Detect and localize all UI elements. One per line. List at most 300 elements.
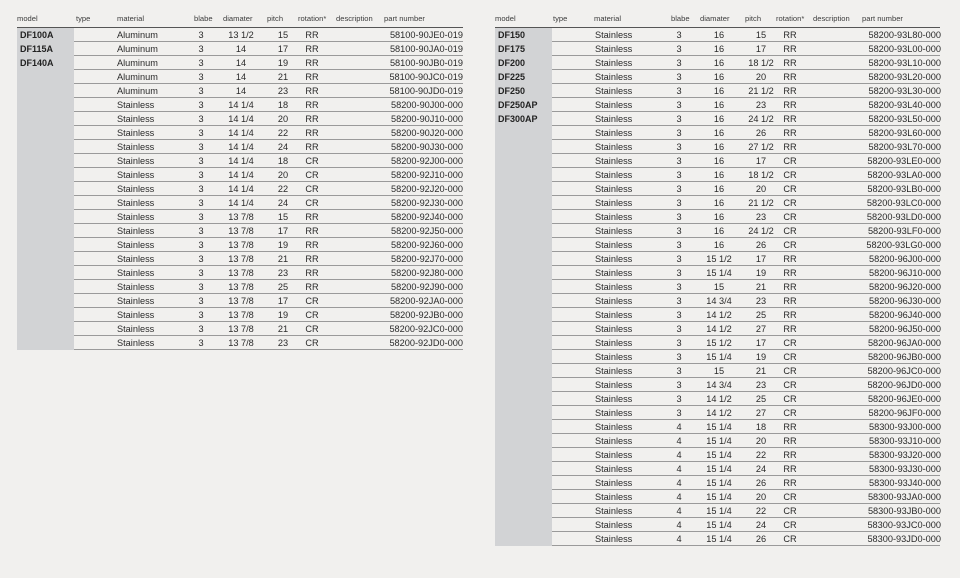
- cell-part-number: 58200-93L70-000: [868, 142, 941, 152]
- cell-material: Stainless: [595, 282, 633, 292]
- table-row: [74, 224, 463, 238]
- cell-diameter: 15 1/4: [706, 436, 732, 446]
- cell-part-number: 58200-96J10-000: [868, 268, 941, 278]
- cell-blades: 3: [676, 310, 682, 320]
- cell-material: Stainless: [595, 450, 633, 460]
- model-name: DF300AP: [498, 114, 538, 124]
- cell-diameter: 14 1/4: [228, 114, 254, 124]
- header-blades: blabe: [671, 14, 690, 23]
- cell-rotation: RR: [783, 44, 797, 54]
- table-row: [74, 56, 463, 70]
- cell-material: Stainless: [595, 212, 633, 222]
- table-row: [552, 322, 940, 336]
- cell-rotation: CR: [305, 184, 319, 194]
- table-row: [552, 196, 940, 210]
- cell-part-number: 58200-90J00-000: [390, 100, 463, 110]
- table-row: [552, 224, 940, 238]
- cell-blades: 3: [676, 254, 682, 264]
- table-row: [74, 168, 463, 182]
- cell-material: Stainless: [595, 408, 633, 418]
- cell-diameter: 15 1/4: [706, 352, 732, 362]
- cell-part-number: 58100-90JB0-019: [389, 58, 463, 68]
- cell-blades: 3: [198, 268, 204, 278]
- cell-blades: 3: [198, 44, 204, 54]
- cell-part-number: 58200-93LC0-000: [866, 198, 941, 208]
- table-row: [552, 532, 940, 546]
- cell-part-number: 58200-96JC0-000: [867, 366, 941, 376]
- table-row: [552, 350, 940, 364]
- cell-material: Stainless: [117, 310, 155, 320]
- cell-blades: 3: [676, 128, 682, 138]
- cell-blades: 3: [676, 156, 682, 166]
- cell-diameter: 13 7/8: [228, 268, 254, 278]
- cell-pitch: 17: [755, 44, 767, 54]
- header-material: material: [594, 14, 622, 23]
- cell-part-number: 58200-93L20-000: [868, 72, 941, 82]
- table-header: [495, 14, 940, 28]
- cell-part-number: 58100-90JA0-019: [389, 44, 463, 54]
- cell-rotation: RR: [305, 44, 319, 54]
- cell-rotation: CR: [305, 324, 319, 334]
- cell-material: Stainless: [595, 184, 633, 194]
- cell-diameter: 14: [235, 44, 247, 54]
- table-row: [74, 112, 463, 126]
- cell-material: Stainless: [595, 422, 633, 432]
- table-row: [552, 476, 940, 490]
- cell-pitch: 17: [277, 296, 289, 306]
- cell-blades: 3: [198, 128, 204, 138]
- cell-blades: 3: [676, 170, 682, 180]
- table-row: [552, 70, 940, 84]
- header-model: model: [495, 14, 516, 23]
- cell-rotation: RR: [783, 436, 797, 446]
- cell-part-number: 58200-92J60-000: [390, 240, 463, 250]
- table-row: [552, 504, 940, 518]
- cell-pitch: 15: [755, 30, 767, 40]
- cell-material: Stainless: [595, 254, 633, 264]
- model-name: DF115A: [20, 44, 54, 54]
- table-row: [74, 196, 463, 210]
- cell-pitch: 25: [755, 310, 767, 320]
- cell-material: Stainless: [595, 142, 633, 152]
- cell-blades: 3: [198, 170, 204, 180]
- cell-pitch: 23: [277, 268, 289, 278]
- cell-diameter: 16: [713, 30, 725, 40]
- cell-pitch: 23: [277, 338, 289, 348]
- table-row: [552, 112, 940, 126]
- cell-pitch: 23: [755, 212, 767, 222]
- cell-diameter: 14: [235, 72, 247, 82]
- cell-rotation: RR: [783, 58, 797, 68]
- cell-part-number: 58200-93LE0-000: [867, 156, 941, 166]
- cell-blades: 3: [198, 198, 204, 208]
- cell-diameter: 14 1/2: [706, 310, 732, 320]
- cell-diameter: 13 7/8: [228, 240, 254, 250]
- cell-pitch: 27: [755, 324, 767, 334]
- header-pitch: pitch: [745, 14, 762, 23]
- cell-diameter: 13 7/8: [228, 338, 254, 348]
- cell-rotation: RR: [305, 240, 319, 250]
- cell-material: Stainless: [117, 156, 155, 166]
- cell-material: Stainless: [117, 142, 155, 152]
- cell-material: Stainless: [595, 226, 633, 236]
- cell-blades: 3: [676, 380, 682, 390]
- cell-material: Stainless: [595, 296, 633, 306]
- cell-rotation: RR: [305, 268, 319, 278]
- cell-rotation: RR: [305, 128, 319, 138]
- cell-material: Stainless: [595, 30, 633, 40]
- table-row: [552, 420, 940, 434]
- cell-part-number: 58200-92J20-000: [390, 184, 463, 194]
- cell-pitch: 20: [755, 72, 767, 82]
- cell-blades: 3: [198, 212, 204, 222]
- cell-part-number: 58200-93L80-000: [868, 30, 941, 40]
- cell-material: Stainless: [595, 44, 633, 54]
- cell-part-number: 58200-96JD0-000: [867, 380, 941, 390]
- cell-pitch: 26: [755, 240, 767, 250]
- cell-diameter: 15: [713, 282, 725, 292]
- cell-rotation: CR: [783, 240, 797, 250]
- table-row: [552, 252, 940, 266]
- model-name: DF225: [498, 72, 526, 82]
- cell-rotation: RR: [783, 114, 797, 124]
- cell-blades: 3: [198, 282, 204, 292]
- cell-diameter: 16: [713, 184, 725, 194]
- cell-diameter: 13 7/8: [228, 324, 254, 334]
- cell-rotation: RR: [305, 226, 319, 236]
- cell-pitch: 27: [755, 408, 767, 418]
- cell-diameter: 14 1/4: [228, 142, 254, 152]
- header-diameter: diamater: [223, 14, 253, 23]
- table-row: [74, 140, 463, 154]
- cell-rotation: CR: [305, 198, 319, 208]
- cell-rotation: CR: [783, 506, 797, 516]
- table-row: [74, 126, 463, 140]
- cell-material: Stainless: [595, 394, 633, 404]
- cell-part-number: 58200-90J30-000: [390, 142, 463, 152]
- model-column-band: [17, 28, 74, 350]
- cell-rotation: CR: [783, 226, 797, 236]
- cell-diameter: 14 1/4: [228, 170, 254, 180]
- cell-part-number: 58200-92J70-000: [390, 254, 463, 264]
- cell-part-number: 58300-93JD0-000: [867, 534, 941, 544]
- table-row: [552, 490, 940, 504]
- table-row: [74, 84, 463, 98]
- cell-rotation: RR: [783, 86, 797, 96]
- cell-material: Stainless: [117, 296, 155, 306]
- table-row: [552, 378, 940, 392]
- cell-pitch: 26: [755, 128, 767, 138]
- table-row: [552, 308, 940, 322]
- header-description: description: [813, 14, 850, 23]
- cell-blades: 3: [676, 30, 682, 40]
- cell-rotation: RR: [783, 282, 797, 292]
- cell-rotation: RR: [783, 254, 797, 264]
- model-name: DF200: [498, 58, 526, 68]
- header-part-number: part number: [862, 14, 903, 23]
- cell-rotation: RR: [305, 58, 319, 68]
- model-name: DF140A: [20, 58, 54, 68]
- cell-pitch: 19: [277, 58, 289, 68]
- cell-diameter: 15 1/4: [706, 268, 732, 278]
- cell-part-number: 58200-93L00-000: [868, 44, 941, 54]
- cell-rotation: RR: [783, 128, 797, 138]
- cell-blades: 3: [676, 282, 682, 292]
- cell-blades: 4: [676, 506, 682, 516]
- cell-diameter: 13 7/8: [228, 254, 254, 264]
- table-body: [17, 28, 463, 350]
- header-rotation: rotation*: [776, 14, 805, 23]
- cell-part-number: 58200-93LA0-000: [867, 170, 941, 180]
- table-row: [552, 238, 940, 252]
- cell-rotation: CR: [305, 310, 319, 320]
- cell-blades: 3: [676, 226, 682, 236]
- table-row: [552, 518, 940, 532]
- cell-material: Stainless: [117, 170, 155, 180]
- table-row: [552, 294, 940, 308]
- cell-material: Stainless: [595, 268, 633, 278]
- cell-part-number: 58200-96JF0-000: [868, 408, 941, 418]
- cell-part-number: 58200-92J90-000: [390, 282, 463, 292]
- cell-rotation: CR: [783, 394, 797, 404]
- table-row: [552, 210, 940, 224]
- cell-rotation: RR: [783, 296, 797, 306]
- cell-blades: 4: [676, 534, 682, 544]
- table-rows: [74, 28, 463, 350]
- cell-material: Stainless: [595, 156, 633, 166]
- cell-pitch: 22: [277, 184, 289, 194]
- cell-material: Stainless: [117, 184, 155, 194]
- cell-pitch: 19: [277, 240, 289, 250]
- table-body: [495, 28, 940, 546]
- header-material: material: [117, 14, 145, 23]
- model-name: DF250: [498, 86, 526, 96]
- header-pitch: pitch: [267, 14, 284, 23]
- cell-material: Stainless: [595, 58, 633, 68]
- cell-pitch: 24: [277, 142, 289, 152]
- cell-part-number: 58200-96J40-000: [868, 310, 941, 320]
- cell-rotation: CR: [783, 338, 797, 348]
- cell-blades: 3: [198, 310, 204, 320]
- cell-part-number: 58200-93LB0-000: [867, 184, 941, 194]
- cell-blades: 3: [198, 184, 204, 194]
- table-row: [552, 448, 940, 462]
- cell-part-number: 58200-96J50-000: [868, 324, 941, 334]
- cell-pitch: 17: [277, 226, 289, 236]
- cell-part-number: 58100-90JD0-019: [389, 86, 463, 96]
- cell-rotation: RR: [305, 212, 319, 222]
- cell-material: Stainless: [117, 100, 155, 110]
- cell-material: Stainless: [595, 464, 633, 474]
- table-row: [552, 126, 940, 140]
- cell-pitch: 17: [277, 44, 289, 54]
- cell-diameter: 13 7/8: [228, 282, 254, 292]
- cell-diameter: 14 3/4: [706, 380, 732, 390]
- cell-pitch: 18 1/2: [748, 58, 774, 68]
- cell-diameter: 16: [713, 170, 725, 180]
- cell-pitch: 18: [755, 422, 767, 432]
- cell-part-number: 58100-90JC0-019: [389, 72, 463, 82]
- table-row: [74, 28, 463, 42]
- cell-material: Stainless: [595, 338, 633, 348]
- table-header: [17, 14, 463, 28]
- cell-pitch: 21: [277, 254, 289, 264]
- cell-rotation: CR: [783, 492, 797, 502]
- cell-pitch: 17: [755, 338, 767, 348]
- cell-rotation: CR: [783, 184, 797, 194]
- cell-rotation: RR: [305, 30, 319, 40]
- cell-part-number: 58300-93JA0-000: [867, 492, 941, 502]
- cell-diameter: 14 3/4: [706, 296, 732, 306]
- cell-material: Aluminum: [117, 58, 158, 68]
- table-row: [552, 406, 940, 420]
- cell-rotation: RR: [783, 324, 797, 334]
- cell-material: Stainless: [595, 114, 633, 124]
- header-rotation: rotation*: [298, 14, 327, 23]
- cell-blades: 3: [198, 156, 204, 166]
- cell-material: Stainless: [595, 324, 633, 334]
- cell-diameter: 14 1/4: [228, 100, 254, 110]
- table-row: [552, 364, 940, 378]
- cell-pitch: 20: [755, 184, 767, 194]
- table-row: [74, 210, 463, 224]
- table-row: [74, 280, 463, 294]
- cell-blades: 4: [676, 450, 682, 460]
- model-list: [498, 28, 538, 126]
- table-row: [552, 462, 940, 476]
- cell-part-number: 58200-93LD0-000: [866, 212, 941, 222]
- cell-blades: 4: [676, 478, 682, 488]
- cell-rotation: CR: [305, 338, 319, 348]
- cell-part-number: 58300-93JC0-000: [867, 520, 941, 530]
- table-row: [552, 280, 940, 294]
- cell-blades: 3: [676, 44, 682, 54]
- cell-blades: 4: [676, 436, 682, 446]
- cell-diameter: 13 7/8: [228, 296, 254, 306]
- right-parts-table: [495, 14, 940, 546]
- cell-diameter: 16: [713, 156, 725, 166]
- header-type: type: [76, 14, 91, 23]
- cell-diameter: 15 1/4: [706, 492, 732, 502]
- table-row: [74, 98, 463, 112]
- cell-pitch: 22: [277, 128, 289, 138]
- cell-material: Stainless: [117, 240, 155, 250]
- cell-rotation: CR: [783, 212, 797, 222]
- cell-part-number: 58200-93L50-000: [868, 114, 941, 124]
- model-name: DF100A: [20, 30, 54, 40]
- cell-diameter: 16: [713, 198, 725, 208]
- cell-part-number: 58200-93L40-000: [868, 100, 941, 110]
- cell-diameter: 14 1/2: [706, 394, 732, 404]
- cell-pitch: 18: [277, 156, 289, 166]
- cell-material: Aluminum: [117, 72, 158, 82]
- cell-blades: 3: [198, 30, 204, 40]
- cell-diameter: 14 1/2: [706, 324, 732, 334]
- cell-rotation: CR: [783, 380, 797, 390]
- cell-blades: 3: [676, 142, 682, 152]
- cell-blades: 3: [198, 226, 204, 236]
- cell-diameter: 16: [713, 58, 725, 68]
- cell-rotation: RR: [783, 450, 797, 460]
- cell-diameter: 16: [713, 142, 725, 152]
- cell-pitch: 27 1/2: [748, 142, 774, 152]
- cell-blades: 3: [676, 114, 682, 124]
- model-name: DF175: [498, 44, 526, 54]
- cell-rotation: CR: [783, 170, 797, 180]
- cell-part-number: 58200-96J00-000: [868, 254, 941, 264]
- cell-diameter: 14 1/4: [228, 198, 254, 208]
- cell-pitch: 20: [277, 170, 289, 180]
- cell-diameter: 15 1/4: [706, 422, 732, 432]
- cell-blades: 3: [676, 100, 682, 110]
- cell-diameter: 13 1/2: [228, 30, 254, 40]
- cell-material: Stainless: [595, 380, 633, 390]
- cell-material: Stainless: [595, 352, 633, 362]
- cell-blades: 3: [676, 366, 682, 376]
- cell-diameter: 16: [713, 212, 725, 222]
- header-model: model: [17, 14, 38, 23]
- cell-pitch: 24 1/2: [748, 226, 774, 236]
- table-row: [74, 238, 463, 252]
- cell-part-number: 58200-93LG0-000: [866, 240, 941, 250]
- cell-blades: 3: [676, 58, 682, 68]
- cell-rotation: CR: [783, 520, 797, 530]
- cell-blades: 3: [676, 352, 682, 362]
- cell-pitch: 23: [755, 100, 767, 110]
- table-row: [552, 140, 940, 154]
- cell-rotation: RR: [783, 478, 797, 488]
- cell-diameter: 15 1/4: [706, 450, 732, 460]
- cell-pitch: 26: [755, 534, 767, 544]
- table-row: [552, 392, 940, 406]
- cell-material: Aluminum: [117, 44, 158, 54]
- table-row: [552, 266, 940, 280]
- cell-rotation: RR: [305, 254, 319, 264]
- cell-blades: 3: [676, 408, 682, 418]
- cell-material: Stainless: [595, 310, 633, 320]
- cell-material: Stainless: [595, 492, 633, 502]
- cell-rotation: RR: [783, 72, 797, 82]
- cell-part-number: 58200-92JD0-000: [389, 338, 463, 348]
- cell-diameter: 13 7/8: [228, 212, 254, 222]
- cell-material: Stainless: [595, 506, 633, 516]
- cell-blades: 3: [676, 338, 682, 348]
- cell-diameter: 14 1/2: [706, 408, 732, 418]
- cell-part-number: 58300-93J00-000: [868, 422, 941, 432]
- cell-material: Stainless: [117, 268, 155, 278]
- cell-diameter: 14 1/4: [228, 128, 254, 138]
- cell-blades: 3: [198, 240, 204, 250]
- cell-blades: 3: [676, 240, 682, 250]
- cell-blades: 3: [198, 72, 204, 82]
- table-row: [74, 154, 463, 168]
- cell-rotation: RR: [305, 142, 319, 152]
- cell-rotation: RR: [783, 100, 797, 110]
- cell-material: Stainless: [595, 86, 633, 96]
- cell-blades: 4: [676, 464, 682, 474]
- cell-rotation: RR: [783, 30, 797, 40]
- cell-part-number: 58200-92J40-000: [390, 212, 463, 222]
- cell-diameter: 15 1/4: [706, 506, 732, 516]
- cell-blades: 3: [198, 114, 204, 124]
- cell-blades: 3: [198, 296, 204, 306]
- cell-rotation: RR: [305, 72, 319, 82]
- table-row: [552, 182, 940, 196]
- cell-diameter: 16: [713, 44, 725, 54]
- cell-material: Stainless: [595, 100, 633, 110]
- table-row: [74, 336, 463, 350]
- cell-diameter: 14 1/4: [228, 156, 254, 166]
